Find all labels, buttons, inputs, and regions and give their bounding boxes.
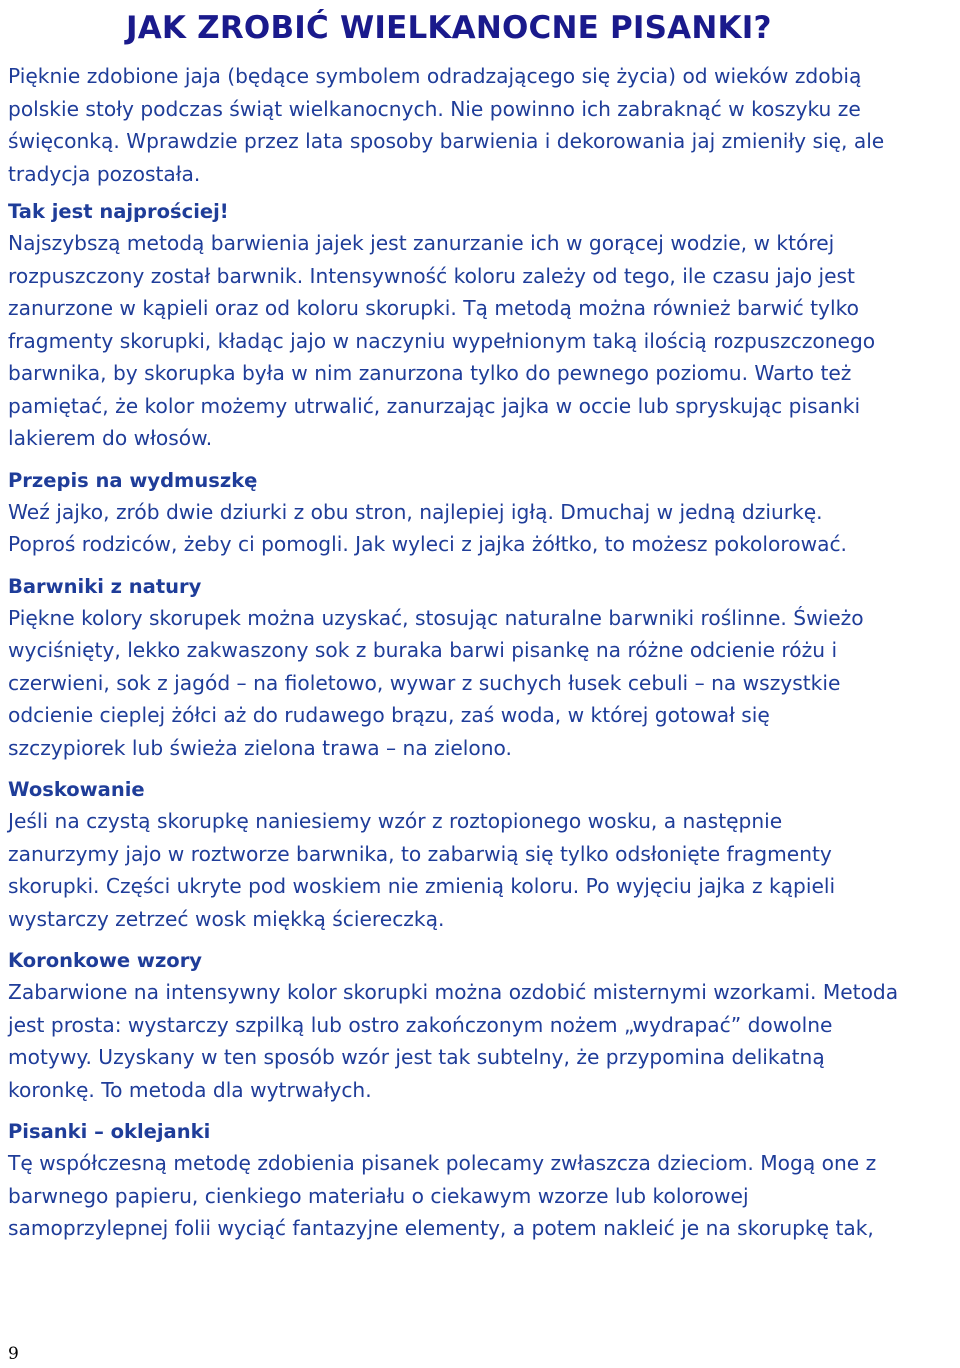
section-heading: Koronkowe wzory — [8, 949, 203, 972]
section-body: Zabarwione na intensywny kolor skorupki można ozdobić misternymi wzorkami. Metoda jest prosta: wystarczy szpilką lub ostro zakończonym nożem „wydrapać” dowolne motywy. Uzyskany w ten sposób wzór jest tak subtelny, że przypomina delikatną koronkę. To metoda dla wytrwałych. — [8, 980, 899, 1102]
section-koronkowe — [8, 946, 954, 1106]
section-heading: Tak jest najprościej! — [8, 200, 229, 223]
section-najprosciej — [8, 197, 954, 455]
section-body: Najszybszą metodą barwienia jajek jest zanurzanie ich w gorącej wodzie, w której rozpuszczony został barwnik. Intensywność koloru zależy od tego, ile czasu jajo jest zanurzone w kąpieli oraz od koloru skorupki. Tą metodą można również barwić tylko fragmenty skorupki, kładąc jajo w naczyniu wypełnionym taką ilością rozpuszczonego barwnika, by skorupka była w nim zanurzona tylko do pewnego poziomu. Warto też pamiętać, że kolor możemy utrwalić, zanurzając jajka w occie lub spryskując pisanki lakierem do włosów. — [8, 231, 876, 450]
document-page — [8, 0, 954, 1245]
section-wydmuszka — [8, 466, 954, 561]
section-barwniki — [8, 572, 954, 765]
section-heading: Woskowanie — [8, 778, 145, 801]
section-heading: Barwniki z natury — [8, 574, 202, 598]
section-body: Tę współczesną metodę zdobienia pisanek polecamy zwłaszcza dzieciom. Mogą one z barwnego papieru, cienkiego materiału o ciekawym wzorze lub kolorowej samoprzylepnej folii wyciąć fantazyjne elementy, a potem nakleić je na skorupkę tak, — [8, 1151, 877, 1240]
section-heading: Pisanki – oklejanki — [8, 1120, 211, 1143]
section-heading: Przepis na wydmuszkę — [8, 468, 258, 492]
intro-paragraph: Pięknie zdobione jaja (będące symbolem odradzającego się życia) od wieków zdobią polskie stoły podczas świąt wielkanocnych. Nie powinno ich zabraknąć w koszyku ze święconką. Wprawdzie przez lata sposoby barwienia i dekorowania jaj zmieniły się, ale tradycja pozostała. — [8, 64, 885, 186]
page-title: JAK ZROBIĆ WIELKANOCNE PISANKI? — [126, 10, 772, 46]
section-woskowanie — [8, 775, 954, 935]
page-number: 9 — [8, 1344, 19, 1364]
section-body: Weź jajko, zrób dwie dziurki z obu stron, najlepiej igłą. Dmuchaj w jedną dziurkę. Poproś rodziców, żeby ci pomogli. Jak wyleci z jajka żółtko, to możesz pokolorować. — [8, 499, 847, 556]
section-oklejanki — [8, 1117, 954, 1245]
section-body: Piękne kolory skorupek można uzyskać, stosując naturalne barwniki roślinne. Świeżo wyciśnięty, lekko zakwaszony sok z buraka barwi pisankę na różne odcienie różu i czerwieni, sok z jagód – na fioletowo, wywar z suchych łusek cebuli – na wszystkie odcienie cieplej żółci aż do rudawego brązu, zaś woda, w której gotował się szczypiorek lub świeża zielona trawa – na zielono. — [8, 605, 864, 760]
section-body: Jeśli na czystą skorupkę naniesiemy wzór z roztopionego wosku, a następnie zanurzymy jajo w roztworze barwnika, to zabarwią się tylko odsłonięte fragmenty skorupki. Części ukryte pod woskiem nie zmienią koloru. Po wyjęciu jajka z kąpieli wystarczy zetrzeć wosk miękką ściereczką. — [8, 809, 836, 931]
